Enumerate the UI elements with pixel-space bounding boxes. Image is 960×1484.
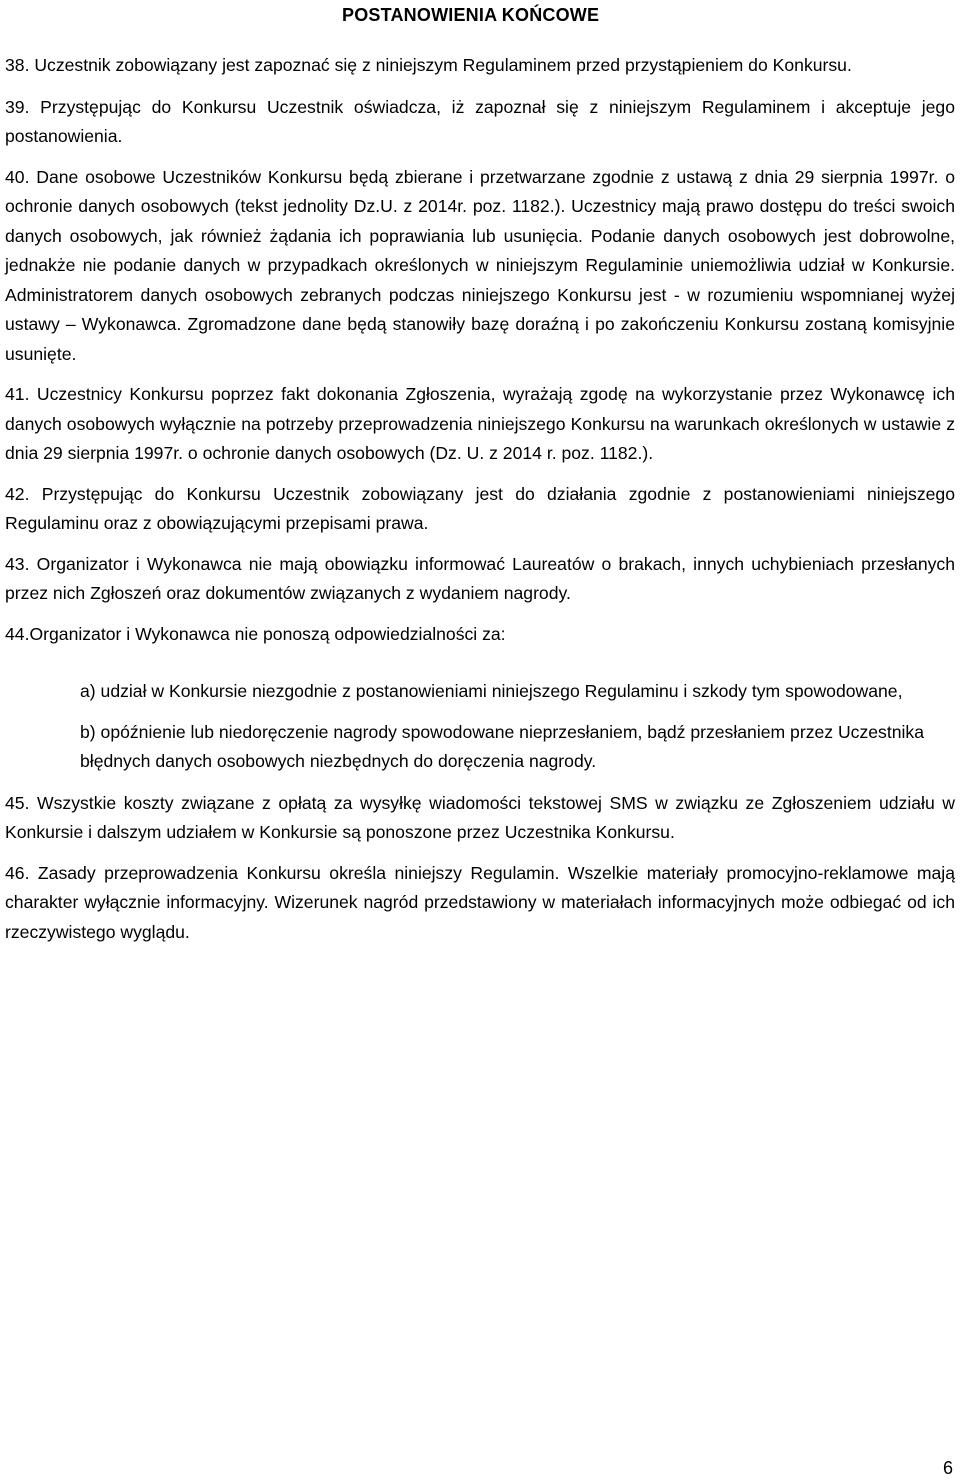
document-page: [5, 0, 955, 947]
paragraph-41: 41. Uczestnicy Konkursu poprzez fakt dokonania Zgłoszenia, wyrażają zgodę na wykorzystanie przez Wykonawcę ich danych osobowych wyłącznie na potrzeby przeprowadzenia niniejszego Konkursu na warunkach określonych w ustawie z dnia 29 sierpnia 1997r. o ochronie danych osobowych (Dz. U. z 2014 r. poz. 1182.).: [5, 384, 955, 463]
paragraph-43: 43. Organizator i Wykonawca nie mają obowiązku informować Laureatów o brakach, innych uchybieniach przesłanych przez nich Zgłoszeń oraz dokumentów związanych z wydaniem nagrody.: [5, 553, 955, 603]
section-heading: POSTANOWIENIA KOŃCOWE: [342, 5, 600, 25]
paragraph-44: 44.Organizator i Wykonawca nie ponoszą odpowiedzialności za:: [5, 623, 506, 644]
paragraph-38: 38. Uczestnik zobowiązany jest zapoznać się z niniejszym Regulaminem przed przystąpieniem do Konkursu.: [5, 55, 852, 75]
list-item-a: a) udział w Konkursie niezgodnie z postanowieniami niniejszego Regulaminu i szkody tym spowodowane,: [80, 681, 903, 701]
paragraph-39: 39. Przystępując do Konkursu Uczestnik oświadcza, iż zapoznał się z niniejszym Regulaminem i akceptuje jego postanowienia.: [5, 96, 955, 146]
paragraph-42: 42. Przystępując do Konkursu Uczestnik zobowiązany jest do działania zgodnie z postanowieniami niniejszego Regulaminu oraz z obowiązującymi przepisami prawa.: [5, 483, 955, 533]
page-number: 6: [942, 1458, 953, 1478]
paragraph-40: 40. Dane osobowe Uczestników Konkursu będą zbierane i przetwarzane zgodnie z ustawą z dnia 29 sierpnia 1997r. o ochronie danych osobowych (tekst jednolity Dz.U. z 2014r. poz. 1182.). Uczestnicy mają prawo dostępu do treści swoich danych osobowych, jak również żądania ich poprawiania lub usunięcia. Podanie danych osobowych jest dobrowolne, jednakże nie podanie danych w przypadkach określonych w niniejszym Regulaminie uniemożliwia udział w Konkursie. Administratorem danych osobowych zebranych podczas niniejszego Konkursu jest - w rozumieniu wspomnianej wyżej ustawy – Wykonawca. Zgromadzone dane będą stanowiły bazę doraźną i po zakończeniu Konkursu zostaną komisyjnie usunięte.: [5, 166, 955, 364]
paragraph-46: 46. Zasady przeprowadzenia Konkursu określa niniejszy Regulamin. Wszelkie materiały promocyjno-reklamowe mają charakter wyłącznie informacyjny. Wizerunek nagród przedstawiony w materiałach informacyjnych może odbiegać od ich rzeczywistego wyglądu.: [5, 862, 955, 942]
list-item-b: b) opóźnienie lub niedoręczenie nagrody spowodowane nieprzesłaniem, bądź przesłaniem przez Uczestnika błędnych danych osobowych niezbędnych do doręczenia nagrody.: [80, 721, 925, 771]
paragraph-45: 45. Wszystkie koszty związane z opłatą za wysyłkę wiadomości tekstowej SMS w związku ze Zgłoszeniem udziału w Konkursie i dalszym udziałem w Konkursie są ponoszone przez Uczestnika Konkursu.: [5, 792, 955, 842]
